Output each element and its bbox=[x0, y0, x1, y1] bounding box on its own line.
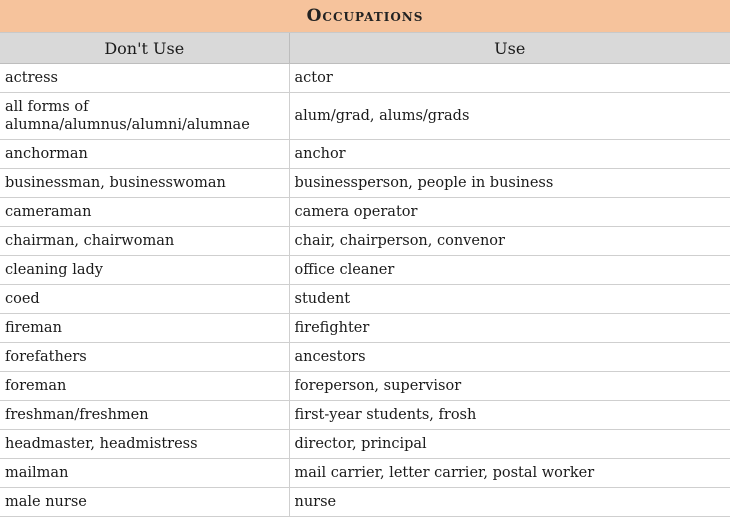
use-cell: first-year students, frosh bbox=[289, 401, 730, 430]
table-row bbox=[0, 401, 730, 430]
dont-use-cell: fireman bbox=[0, 314, 289, 343]
use-cell: firefighter bbox=[289, 314, 730, 343]
table-row bbox=[0, 430, 730, 459]
table-row bbox=[0, 227, 730, 256]
use-cell: actor bbox=[289, 64, 730, 93]
dont-use-cell: freshman/freshmen bbox=[0, 401, 289, 430]
dont-use-cell: actress bbox=[0, 64, 289, 93]
table-row bbox=[0, 169, 730, 198]
dont-use-cell: forefathers bbox=[0, 343, 289, 372]
dont-use-cell: cleaning lady bbox=[0, 256, 289, 285]
use-cell: anchor bbox=[289, 140, 730, 169]
header-dont-use: Don't Use bbox=[0, 33, 289, 64]
table-row bbox=[0, 372, 730, 401]
table-title: Occupations bbox=[306, 6, 424, 26]
header-row bbox=[0, 33, 730, 64]
table-row bbox=[0, 256, 730, 285]
dont-use-cell: chairman, chairwoman bbox=[0, 227, 289, 256]
dont-use-cell: businessman, businesswoman bbox=[0, 169, 289, 198]
table-row bbox=[0, 314, 730, 343]
table-row bbox=[0, 285, 730, 314]
dont-use-cell: cameraman bbox=[0, 198, 289, 227]
dont-use-cell: all forms of alumna/alumnus/alumni/alumnae bbox=[0, 93, 289, 140]
dont-use-cell: male nurse bbox=[0, 488, 289, 517]
table-row bbox=[0, 64, 730, 93]
table-title-bar bbox=[0, 0, 730, 33]
table-row bbox=[0, 459, 730, 488]
use-cell: student bbox=[289, 285, 730, 314]
header-use: Use bbox=[289, 33, 730, 64]
use-cell: chair, chairperson, convenor bbox=[289, 227, 730, 256]
occupations-table bbox=[0, 33, 730, 517]
use-cell: alum/grad, alums/grads bbox=[289, 93, 730, 140]
use-cell: ancestors bbox=[289, 343, 730, 372]
use-cell: director, principal bbox=[289, 430, 730, 459]
table-row bbox=[0, 93, 730, 140]
dont-use-cell: coed bbox=[0, 285, 289, 314]
use-cell: office cleaner bbox=[289, 256, 730, 285]
use-cell: foreperson, supervisor bbox=[289, 372, 730, 401]
table-row bbox=[0, 198, 730, 227]
dont-use-cell: foreman bbox=[0, 372, 289, 401]
use-cell: mail carrier, letter carrier, postal worker bbox=[289, 459, 730, 488]
use-cell: camera operator bbox=[289, 198, 730, 227]
dont-use-cell: mailman bbox=[0, 459, 289, 488]
table-row bbox=[0, 488, 730, 517]
table-row bbox=[0, 343, 730, 372]
dont-use-cell: headmaster, headmistress bbox=[0, 430, 289, 459]
use-cell: nurse bbox=[289, 488, 730, 517]
use-cell: businessperson, people in business bbox=[289, 169, 730, 198]
dont-use-cell: anchorman bbox=[0, 140, 289, 169]
table-row bbox=[0, 140, 730, 169]
